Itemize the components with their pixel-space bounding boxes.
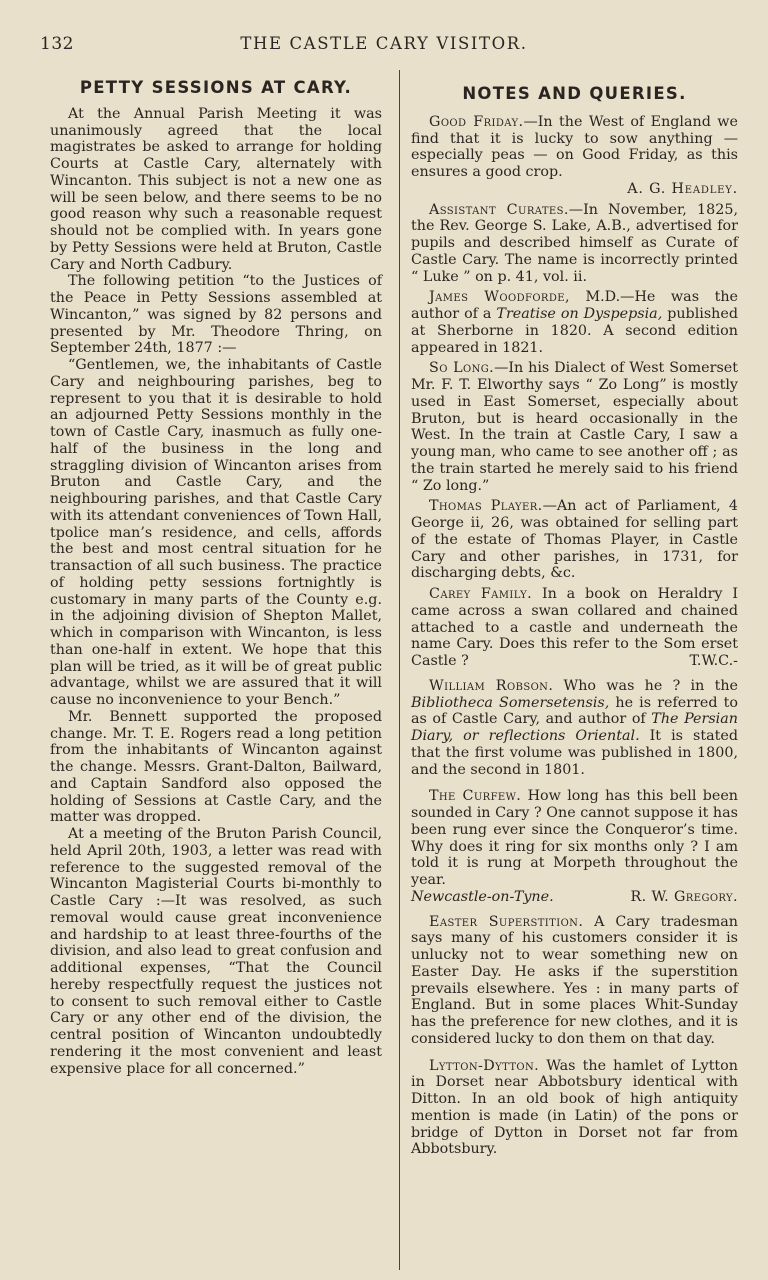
note-text: —In his Dialect of West Somerset Mr. F. T. Elworthy says “ Zo Long” is mostly used in East Somerset, especially about Bruton, but is heard occasionally in the West. In the train at Castle Cary, I saw a young man, who came to see another off ; as the train started he merely said to his friend “ Zo long.” — [411, 360, 738, 494]
note-title: Carey Family. — [429, 586, 533, 602]
note-title: The Curfew. — [429, 788, 522, 805]
note-title: Good Friday. — [429, 113, 524, 130]
note-text: —In the West of England we find that it is lucky to sow anything — especially peas — on Good Friday, as this ensures a good crop. — [411, 113, 738, 180]
right-column — [411, 78, 738, 1162]
note-text: he is referred to as of Castle Cary, and author of — [411, 694, 738, 728]
work-title: Bibliotheca Somersetensis, — [411, 694, 610, 711]
signature-text: R. W. Gregory. — [630, 888, 738, 905]
work-title: The Persian Diary, or reflections Oriental. — [411, 711, 738, 744]
page-number: 132 — [40, 34, 74, 54]
note-text: M.D.—He was the author of a — [411, 289, 738, 322]
signature-headley — [411, 181, 738, 198]
note-william-robson — [411, 678, 738, 779]
note-title: Lytton-Dytton. — [429, 1057, 540, 1074]
note-text: In a book on Heraldry I came across a swan collared and chained attached to a castle and underneath the name Cary. Does this refer to the Som erset Castle ? — [411, 586, 738, 669]
paragraph-parish-meeting: At the Annual Parish Meeting it was unanimously agreed that the local magistrates be asked to arrange for holding Courts at Castle Cary, alternately with Wincanton. This subject is not a new one as will be seen below, and there seems to be no good reason why such a reasonable request should not be complied with. In years gone by Petty Sessions were held at Bruton, Castle Cary and North Cadbury. — [50, 105, 382, 273]
paragraph-bennett: Mr. Bennett supported the proposed change. Mr. T. E. Rogers read a long petition from the inhabitants of Wincanton against the change. Messrs. Grant-Dalton, Bailward, and Captain Sandford also opposed the holding of Sessions at Castle Cary, and the matter was dropped. — [50, 708, 382, 826]
note-text: —An act of Parliament, 4 George ii, 26, was obtained for selling part of the estate of Thomas Player, in Castle Cary and other parishes, in 1731, for discharging debts, &c. — [411, 498, 738, 582]
signature-text: T.W.C.- — [689, 653, 738, 669]
note-title: James Woodforde, — [429, 289, 570, 306]
note-text: Was the hamlet of Lytton in Dorset near Abbotsbury identical with Ditton. In an old book of high antiquity mention is made (in Latin) of the pons or bridge of Dytton in Dorset not far from Abbotsbury. — [411, 1057, 738, 1158]
note-title: Easter Superstition. — [429, 913, 584, 930]
note-text: —In November, 1825, the Rev. George S. Lake, A.B., advertised for pupils and described himself as Curate of Castle Cary. The name is incorrectly printed “ Luke ” on p. 41, vol. ii. — [411, 201, 738, 285]
note-the-curfew — [411, 788, 738, 889]
note-text: published at Sherborne in 1820. A second edition appeared in 1821. — [411, 306, 739, 356]
paragraph-petition-intro: The following petition “to the Justices of the Peace in Petty Sessions assembled at Wincanton,” was signed by 82 persons and presented by Mr. Theodore Thring, on September 24th, 1877 :— — [50, 273, 382, 357]
column-rule — [399, 70, 400, 1270]
paragraph-petition-text: “Gentlemen, we, the inhabitants of Castle Cary and neighbouring parishes, beg to represent to you that it is desirable to hold an adjourned Petty Sessions monthly in the town of Castle Cary, inasmuch as fully one-half of the business in the long and straggling division of Wincanton arises from Bruton and Castle Cary, and the neighbouring parishes, and that Castle Cary with its attendant conveniences of Town Hall, tpolice man’s residence, and cells, affords the best and most central situation for he transaction of all such business. The practice of holding petty sessions fortnightly is customary in many parts of the County e.g. in the adjoining division of Shepton Mallet, which in comparison with Wincanton, is less than one-half in extent. We hope that this plan will be tried, as it will be of great public advantage, whilst we are assured that it will cause no inconvenience to your Bench.” — [50, 357, 382, 708]
note-good-friday — [411, 114, 738, 181]
note-assistant-curates — [411, 202, 738, 286]
note-title: So Long. — [429, 360, 495, 377]
note-text: How long has this bell been sounded in Cary ? One cannot suppose it has been rung ever since the Conqueror’s time. Why does it ring for six months only ? I am told it is rung at Morpeth throughout the year. — [411, 788, 739, 888]
running-head: THE CASTLE CARY VISITOR. — [240, 34, 528, 53]
note-easter-superstition — [411, 914, 738, 1048]
note-thomas-player — [411, 498, 738, 582]
note-title: William Robson. — [429, 677, 554, 694]
petty-sessions-heading: PETTY SESSIONS AT CARY. — [79, 78, 353, 97]
note-text: A Cary tradesman says many of his customers consider it is unlucky not to wear something new on Easter Day. He asks if the superstition prevails elsewhere. Yes : in many parts of England. But in some places Whit-Sunday has the preference for new clothes, and it is considered lucky to don them on that day. — [411, 913, 738, 1047]
signature-text: A. G. Headley. — [627, 180, 738, 197]
note-lytton-dytton — [411, 1058, 738, 1159]
notes-queries-heading: NOTES AND QUERIES. — [462, 84, 687, 103]
note-title: Assistant Curates. — [429, 201, 569, 218]
signature-place: Newcastle-on-Tyne. — [411, 888, 554, 905]
note-james-woodforde — [411, 289, 738, 356]
signature-gregory — [411, 889, 738, 906]
note-text: It is stated that the first volume was published in 1800, and the second in 1801. — [411, 728, 738, 778]
paragraph-bruton-council: At a meeting of the Bruton Parish Council, held April 20th, 1903, a letter was read with reference to the suggested removal of the Wincanton Magisterial Courts bi-monthly to Castle Cary :—It was resolved, as such removal would cause great inconvenience and hardship to at least three-fourths of the division, and also lead to great confusion and additional expenses, “That the Council hereby respectfully request the justices not to consent to such removal either to Castle Cary or any other end of the division, the central position of Wincanton undoubtedly rendering it the most convenient and least expensive place for all concerned.” — [50, 826, 382, 1077]
book-title: Treatise on Dyspepsia, — [496, 306, 663, 322]
left-column — [50, 78, 382, 1077]
note-title: Thomas Player. — [429, 498, 543, 515]
note-text: Who was he ? in the — [553, 677, 738, 694]
note-so-long — [411, 360, 738, 494]
